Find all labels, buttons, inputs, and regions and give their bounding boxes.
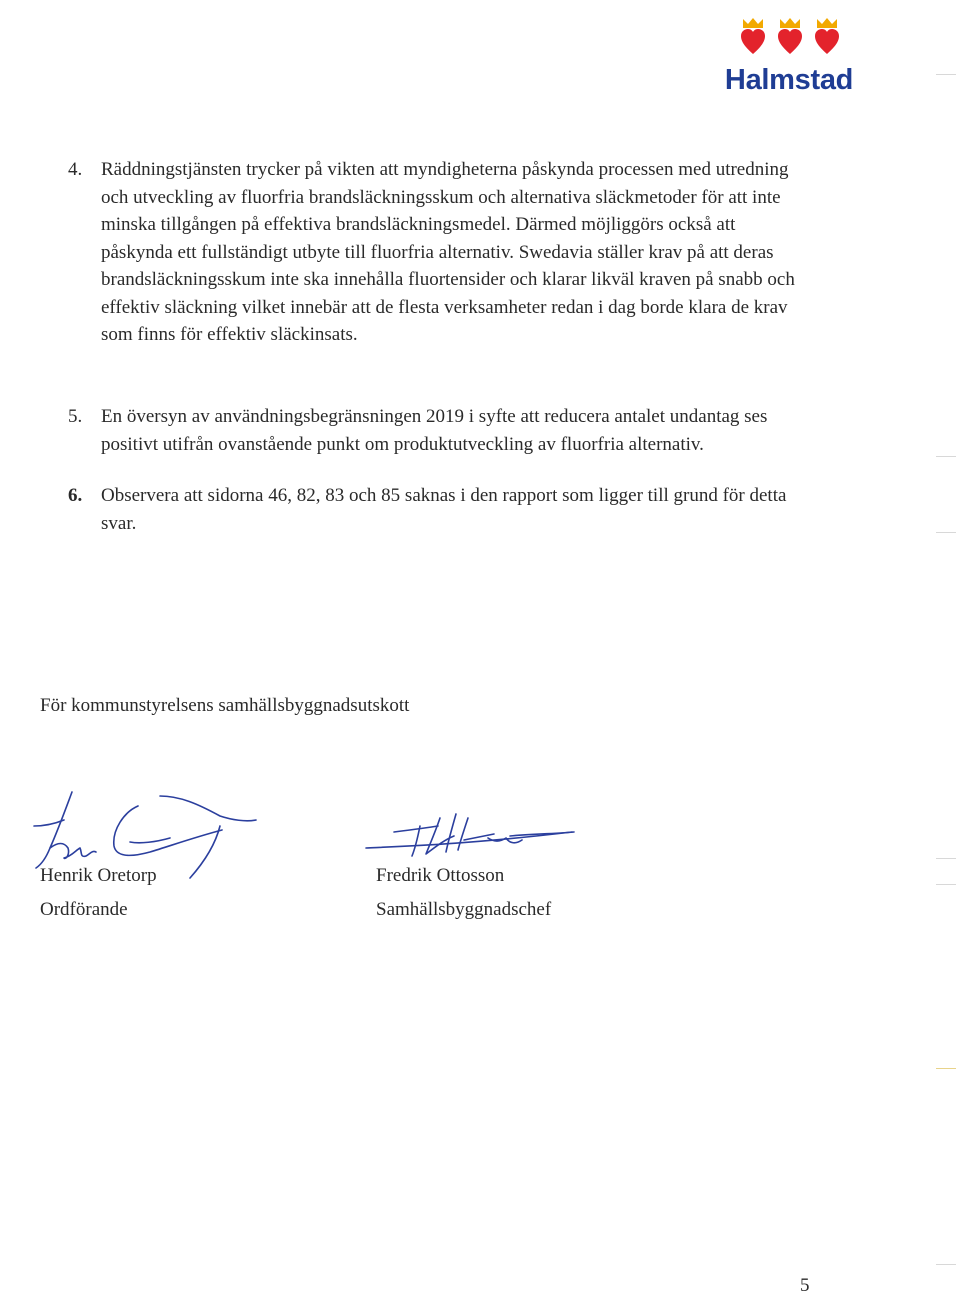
crowned-hearts-icon xyxy=(740,16,840,56)
scan-edge-mark xyxy=(936,74,956,75)
item-text: En översyn av användningsbegränsningen 2019 i syfte att reducera antalet undantag ses positivt utifrån ovanstående punkt om produktutveckling av fluorfria alternativ. xyxy=(101,406,768,455)
item-number: 5. xyxy=(68,406,83,427)
handwritten-signature xyxy=(360,810,580,864)
halmstad-logo xyxy=(714,16,864,96)
signatory-role: Samhällsbyggnadschef xyxy=(376,899,552,920)
item-number: 4. xyxy=(68,159,83,180)
scan-edge-mark xyxy=(936,456,956,457)
scan-edge-mark xyxy=(936,1068,956,1069)
closing-line: För kommunstyrelsens samhällsbyggnadsutskott xyxy=(40,695,410,716)
scan-edge-mark xyxy=(936,858,956,859)
signatory-role: Ordförande xyxy=(40,899,128,920)
scan-edge-mark xyxy=(936,884,956,885)
item-text: Observera att sidorna 46, 82, 83 och 85 saknas i den rapport som ligger till grund för detta svar. xyxy=(101,485,787,534)
signatory-name: Henrik Oretorp xyxy=(40,865,157,886)
item-number: 6. xyxy=(68,485,83,506)
scan-edge-mark xyxy=(936,1264,956,1265)
page-number: 5 xyxy=(800,1275,810,1296)
item-text: Räddningstjänsten trycker på vikten att myndigheterna påskynda processen med utredning och utveckling av fluorfria brandsläckningsskum och alternativa släckmetoder för att inte minska tillgången på effektiva brandsläckningsmedel. Därmed möjliggörs också att påskynda ett fullständigt utbyte till fluorfria alternativ. Swedavia ställer krav på att deras brandsläckningsskum inte ska innehålla fluortensider och klarar likväl kraven på snabb och effektiv släckning vilket innebär att de flesta verksamheter redan i dag borde klara de krav som finns för effektiv släckinsats. xyxy=(101,159,795,345)
scan-edge-mark xyxy=(936,532,956,533)
logo-wordmark: Halmstad xyxy=(724,64,854,96)
signatory-name: Fredrik Ottosson xyxy=(376,865,505,886)
